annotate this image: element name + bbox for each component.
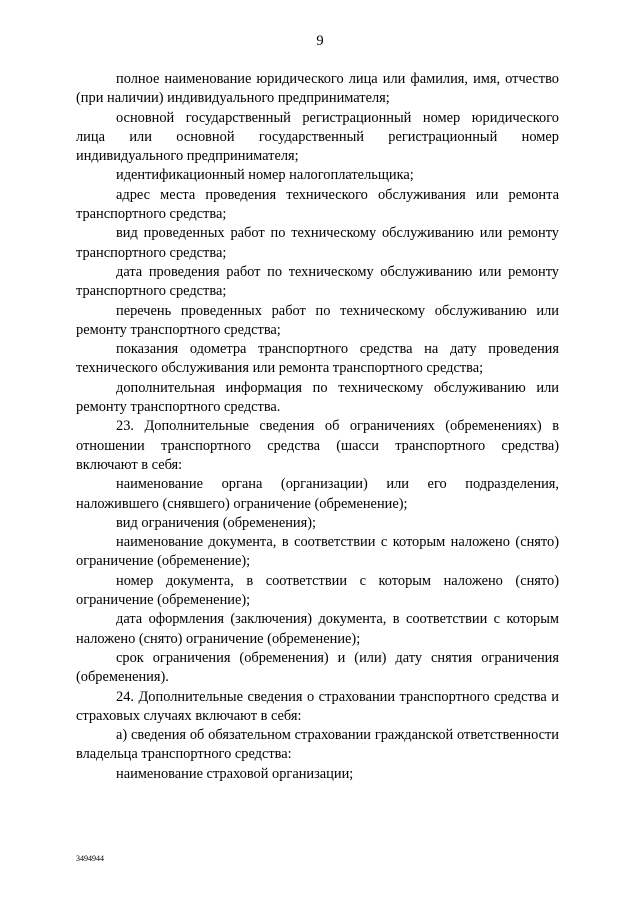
paragraph: идентификационный номер налогоплательщика; xyxy=(116,167,414,184)
paragraph: адрес места проведения технического обслуживания или ремонта транспортного средства; xyxy=(76,186,559,223)
paragraph: а) сведения об обязательном страховании гражданской ответственности владельца транспортного средства: xyxy=(76,727,559,763)
paragraph: дополнительная информация по техническому обслуживанию или ремонту транспортного средства. xyxy=(76,379,559,416)
paragraph: наименование документа, в соответствии с которым наложено (снято) ограничение (обременение); xyxy=(76,534,559,570)
document-body xyxy=(76,70,559,784)
paragraph: полное наименование юридического лица или фамилия, имя, отчество (при наличии) индивидуального предпринимателя; xyxy=(76,71,559,107)
document-code: 3494944 xyxy=(76,854,104,863)
paragraph: номер документа, в соответствии с которым наложено (снято) ограничение (обременение); xyxy=(76,572,559,609)
paragraph: вид ограничения (обременения); xyxy=(116,514,317,531)
paragraph: основной государственный регистрационный номер юридического лица или основной государственный регистрационный номер индивидуального предпринимателя; xyxy=(76,109,559,165)
section-23-heading: 23. Дополнительные сведения об ограничениях (обременениях) в отношении транспортного средства (шасси транспортного средства) включают в себя: xyxy=(76,418,559,473)
page-number: 9 xyxy=(316,33,324,49)
paragraph: показания одометра транспортного средства на дату проведения технического обслуживания или ремонта транспортного средства; xyxy=(76,341,559,377)
paragraph: дата проведения работ по техническому обслуживанию или ремонту транспортного средства; xyxy=(76,263,559,300)
paragraph: наименование страховой организации; xyxy=(116,765,354,782)
paragraph: наименование органа (организации) или его подразделения, наложившего (снявшего) ограничение (обременение); xyxy=(76,476,559,512)
paragraph: дата оформления (заключения) документа, в соответствии с которым наложено (снято) ограничение (обременение); xyxy=(76,611,559,647)
paragraph: перечень проведенных работ по техническому обслуживанию или ремонту транспортного средства; xyxy=(76,302,559,338)
paragraph: вид проведенных работ по техническому обслуживанию или ремонту транспортного средства; xyxy=(76,225,559,261)
section-24-heading: 24. Дополнительные сведения о страховании транспортного средства и страховых случаях включают в себя: xyxy=(76,688,559,724)
paragraph: срок ограничения (обременения) и (или) дату снятия ограничения (обременения). xyxy=(76,649,559,686)
